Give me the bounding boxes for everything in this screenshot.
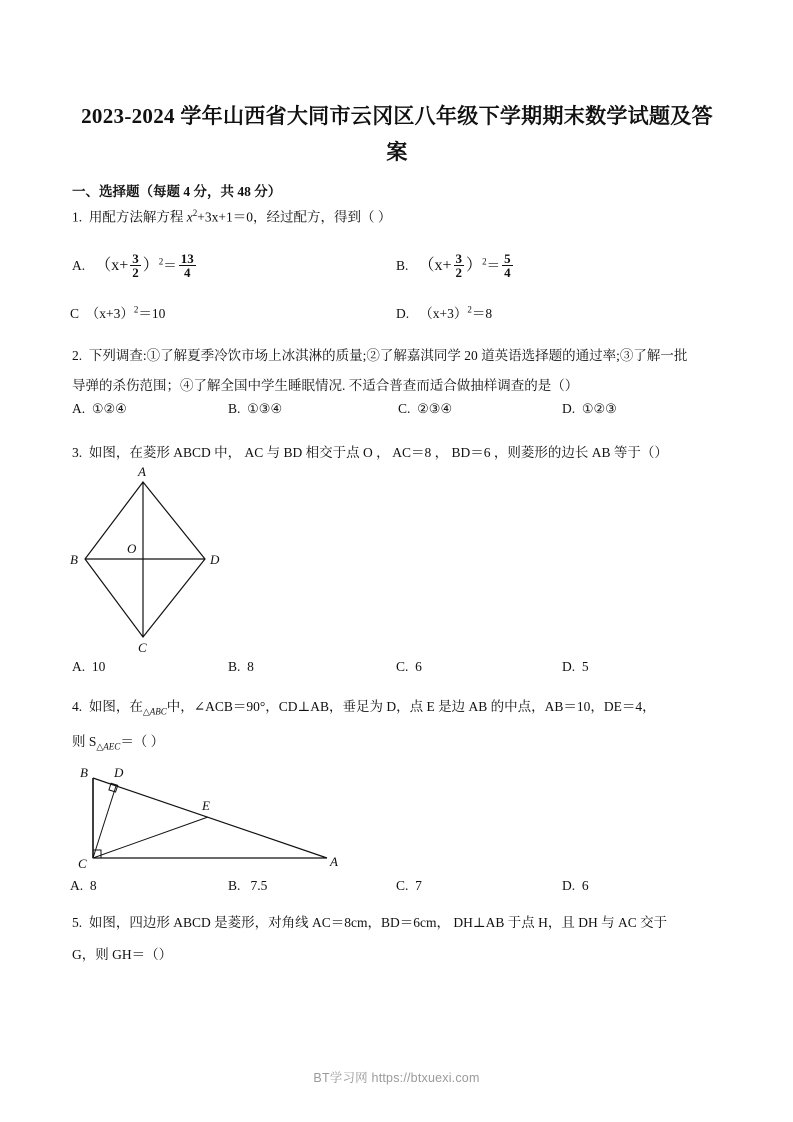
- option-a-lead: （x+: [95, 257, 129, 274]
- option-b-fraction-2: $\frac{5}{4}$: [504, 250, 511, 281]
- option-d-value: ①②③: [581, 401, 617, 416]
- option-b-value: 8: [247, 659, 254, 674]
- question-2-option-b[interactable]: [228, 401, 282, 417]
- option-a-fraction-2: $\frac{13}{4}$: [180, 250, 194, 281]
- option-d-value: 6: [581, 878, 589, 893]
- rhombus-label-o: O: [127, 541, 137, 556]
- rhombus-label-b: B: [70, 552, 78, 567]
- question-4-option-d[interactable]: [562, 878, 589, 894]
- footer-watermark: BT学习网 https://btxuexi.com: [313, 1071, 480, 1085]
- option-c-letter: C: [70, 306, 80, 321]
- question-3-option-d[interactable]: [562, 659, 589, 675]
- rhombus-label-c: C: [138, 640, 147, 652]
- option-d-value: 5: [581, 659, 589, 674]
- option-c-letter: C.: [396, 659, 409, 674]
- question-5-line-1: 如图，四边形 ABCD 是菱形，对角线 AC＝8cm，BD＝6cm， DH⊥AB 于点 H，且 DH 与 AC 交于: [88, 915, 668, 930]
- option-b-mid: ）: [466, 257, 483, 274]
- option-c-value: 7: [415, 878, 422, 893]
- option-c-value: 10: [151, 306, 166, 321]
- figure-rhombus-abcd: [60, 462, 280, 652]
- question-2-line-1: 下列调查:①了解夏季冷饮市场上冰淇淋的质量;②了解嘉淇同学 20 道英语选择题的通过率;③了解一批: [88, 348, 688, 363]
- question-4-line2-a: 则 S: [72, 734, 97, 749]
- option-d-letter: D.: [396, 306, 410, 321]
- option-b-letter: B.: [228, 878, 241, 893]
- option-b-letter: B.: [396, 258, 409, 273]
- option-b-fraction-1: $\frac{3}{2}$: [455, 250, 463, 281]
- option-d-letter: D.: [562, 659, 576, 674]
- triangle-label-e: E: [202, 798, 210, 813]
- option-b-letter: B.: [228, 401, 241, 416]
- question-2-line-2: 导弹的杀伤范围；④了解全国中学生睡眠情况. 不适合普查而适合做抽样调查的是（）: [72, 378, 579, 393]
- triangle-label-d: D: [114, 765, 124, 780]
- question-1-option-b[interactable]: [396, 252, 515, 281]
- figure-right-triangle-abc: [72, 762, 352, 872]
- option-a-letter: A.: [72, 401, 86, 416]
- option-a-letter: A.: [70, 878, 84, 893]
- question-4-text-b: 中，∠ACB＝90°，CD⊥AB，垂足为 D，点 E 是边 AB 的中点，AB＝10，DE＝4，: [166, 699, 656, 714]
- rhombus-label-d: D: [210, 552, 220, 567]
- question-4-option-a[interactable]: [70, 878, 97, 894]
- question-1-equation-var: x: [186, 209, 193, 225]
- question-1-option-d[interactable]: [396, 302, 492, 322]
- question-1-option-a[interactable]: [72, 252, 198, 281]
- question-1-equation-exponent: 2: [192, 208, 198, 218]
- question-4-number: 4.: [72, 699, 83, 714]
- question-4-text-a: 如图，在: [88, 699, 143, 714]
- option-d-lead: （x+3）: [419, 306, 468, 321]
- question-2-option-a[interactable]: [72, 401, 127, 417]
- question-5-continued: [72, 940, 732, 970]
- question-1-text: 用配方法解方程: [88, 209, 184, 225]
- section-heading-choice: 一、选择题（每题 4 分，共 48 分）: [72, 184, 282, 199]
- question-2-continued: [72, 371, 732, 401]
- question-4-line2-b: ＝（ ）: [120, 734, 165, 749]
- option-b-equals: ＝: [486, 258, 501, 273]
- question-3-option-c[interactable]: [396, 659, 422, 675]
- question-2: [72, 341, 732, 371]
- option-d-exponent: 2: [467, 304, 472, 315]
- question-4-continued: [72, 727, 732, 762]
- question-3-option-b[interactable]: [228, 659, 254, 675]
- option-a-value: 8: [89, 878, 97, 893]
- question-5: [72, 908, 732, 938]
- question-4-area-sub: △AEC: [96, 741, 121, 752]
- question-1-number: 1.: [72, 209, 83, 225]
- question-3-number: 3.: [72, 445, 83, 460]
- option-b-lead: （x+: [418, 257, 452, 274]
- option-a-mid: ）: [142, 257, 159, 274]
- question-4-option-b[interactable]: [228, 878, 267, 894]
- page-title: 2023-2024 学年山西省大同市云冈区八年级下学期期末数学试题及答案: [81, 104, 713, 164]
- option-b-value: ①③④: [247, 401, 283, 416]
- question-4-option-c[interactable]: [396, 878, 422, 894]
- option-a-equals: ＝: [163, 258, 177, 273]
- question-3-option-a[interactable]: [72, 659, 105, 675]
- option-d-equals: ＝: [471, 306, 486, 321]
- option-a-exponent: 2: [158, 256, 164, 267]
- option-d-value: 8: [485, 306, 493, 321]
- question-2-option-d[interactable]: [562, 401, 617, 417]
- option-b-value: 7.5: [250, 878, 268, 893]
- option-c-value: ②③④: [417, 401, 453, 416]
- option-a-letter: A.: [72, 258, 86, 273]
- question-1-option-c[interactable]: [70, 302, 165, 322]
- question-2-number: 2.: [72, 348, 83, 363]
- option-a-value: ①②④: [91, 401, 127, 416]
- triangle-label-a: A: [330, 854, 338, 869]
- option-c-value: 6: [415, 659, 422, 674]
- option-a-letter: A.: [72, 659, 86, 674]
- triangle-label-c: C: [78, 856, 87, 871]
- option-b-exponent: 2: [482, 256, 487, 267]
- question-5-line-2: G，则 GH＝（）: [72, 947, 173, 962]
- option-a-value: 10: [91, 659, 106, 674]
- option-b-letter: B.: [228, 659, 241, 674]
- rhombus-label-a: A: [138, 464, 146, 479]
- question-5-number: 5.: [72, 915, 83, 930]
- triangle-label-b: B: [80, 765, 88, 780]
- option-d-letter: D.: [562, 878, 576, 893]
- question-2-option-c[interactable]: [398, 401, 452, 417]
- option-c-equals: ＝: [138, 306, 152, 321]
- question-1: [72, 198, 732, 233]
- question-4-triangle-sub: △ABC: [142, 706, 167, 717]
- option-c-exponent: 2: [133, 304, 139, 315]
- question-3-text: 如图，在菱形 ABCD 中， AC 与 BD 相交于点 O ， AC＝8 ， BD＝6 ，则菱形的边长 AB 等于（）: [88, 445, 668, 460]
- option-c-letter: C.: [398, 401, 411, 416]
- option-c-letter: C.: [396, 878, 409, 893]
- option-a-fraction-1: $\frac{3}{2}$: [132, 250, 139, 281]
- question-4: [72, 692, 732, 727]
- option-c-lead: （x+3）: [85, 306, 134, 321]
- option-d-letter: D.: [562, 401, 576, 416]
- question-1-text-after: ，经过配方，得到（ ）: [252, 209, 392, 225]
- question-1-equation-rest: +3x+1＝0: [197, 209, 253, 225]
